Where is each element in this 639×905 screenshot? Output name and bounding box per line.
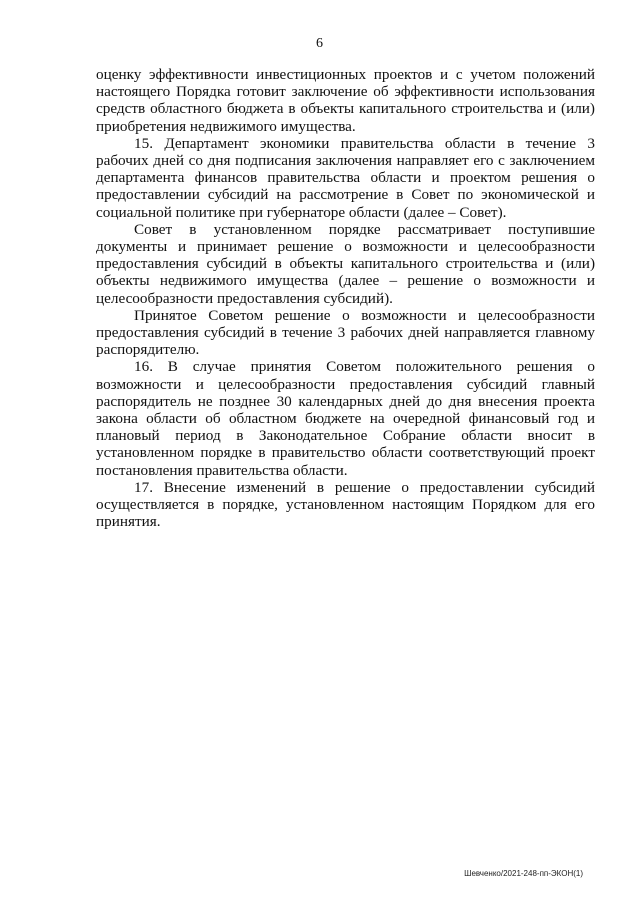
paragraph-item-17: 17. Внесение изменений в решение о предоставлении субсидий осуществляется в порядке, установленном настоящим Порядком для его принятия. xyxy=(96,478,595,531)
paragraph-item-15: 15. Департамент экономики правительства области в течение 3 рабочих дней со дня подписания заключения направляет его с заключением департамента финансов правительства области и проектом решения о предоставлении субсидий на рассмотрение в Совет по экономической и социальной политике при губернаторе области (далее – Совет). xyxy=(96,134,595,221)
body-text xyxy=(96,66,595,530)
paragraph-continuation: оценку эффективности инвестиционных проектов и с учетом положений настоящего Порядка готовит заключение об эффективности использования средств областного бюджета в объекты капитального строительства и (или) приобретения недвижимого имущества. xyxy=(96,66,595,135)
page-number: 6 xyxy=(316,36,323,51)
paragraph-council-review: Совет в установленном порядке рассматривает поступившие документы и принимает решение о возможности и целесообразности предоставления субсидий в объекты капитального строительства и (или) объекты недвижимого имущества (далее – решение о возможности и целесообразности предоставления субсидий). xyxy=(96,220,595,307)
document-code: Шевченко/2021-248-пп-ЭКОН(1) xyxy=(464,869,583,878)
paragraph-decision-sent: Принятое Советом решение о возможности и целесообразности предоставления субсидий в течение 3 рабочих дней направляется главному распорядителю. xyxy=(96,306,595,359)
paragraph-item-16: 16. В случае принятия Советом положительного решения о возможности и целесообразности предоставления субсидий главный распорядитель не позднее 30 календарных дней до дня внесения проекта закона области об областном бюджете на очередной финансовый год и плановый период в Законодательное Собрание области вносит в установленном порядке в правительство области соответствующий проект постановления правительства области. xyxy=(96,358,595,479)
